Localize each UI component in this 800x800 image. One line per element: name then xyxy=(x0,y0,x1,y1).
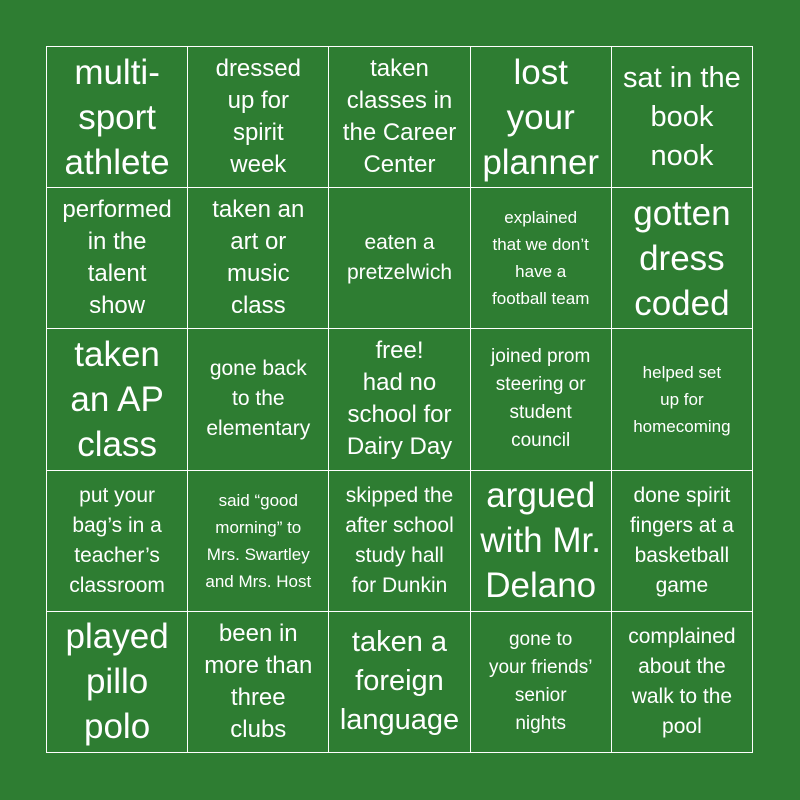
cell-text: taken an AP class xyxy=(70,334,164,464)
cell-text: gone to your friends’ senior nights xyxy=(488,628,593,734)
cell-text: done spirit fingers at a basketball game xyxy=(629,483,734,597)
bingo-cell-r5c1[interactable] xyxy=(47,612,188,753)
cell-text: eaten a pretzelwich xyxy=(346,231,453,285)
cell-text: taken an art or music class xyxy=(212,196,305,320)
bingo-cell-r4c5[interactable] xyxy=(612,471,753,612)
bingo-cell-r2c3[interactable] xyxy=(329,188,470,329)
bingo-cell-r1c4[interactable] xyxy=(471,47,612,188)
bingo-cell-r2c5[interactable] xyxy=(612,188,753,329)
bingo-cell-r5c2[interactable] xyxy=(188,612,329,753)
bingo-cell-r4c4[interactable] xyxy=(471,471,612,612)
cell-text: said “good morning” to Mrs. Swartley and Mrs. Host xyxy=(205,490,312,591)
bingo-cell-r3c2[interactable] xyxy=(188,329,329,470)
cell-text: gotten dress coded xyxy=(633,193,731,323)
bingo-cell-r3c3[interactable] xyxy=(329,329,470,470)
bingo-cell-r1c3[interactable] xyxy=(329,47,470,188)
cell-text: multi- sport athlete xyxy=(64,52,170,182)
bingo-cell-r1c2[interactable] xyxy=(188,47,329,188)
bingo-cell-r4c3[interactable] xyxy=(329,471,470,612)
cell-text: been in more than three clubs xyxy=(204,619,313,743)
cell-text: skipped the after school study hall for Dunkin xyxy=(345,483,454,597)
cell-text: explained that we don’t have a football team xyxy=(492,208,590,309)
bingo-cell-r2c1[interactable] xyxy=(47,188,188,329)
bingo-cell-r3c5[interactable] xyxy=(612,329,753,470)
cell-text: helped set up for homecoming xyxy=(633,362,731,436)
bingo-grid xyxy=(46,46,753,753)
cell-text: dressed up for spirit week xyxy=(215,55,301,179)
cell-text: played pillo polo xyxy=(65,617,169,747)
bingo-cell-r5c3[interactable] xyxy=(329,612,470,753)
cell-text: lost your planner xyxy=(482,52,600,182)
cell-text: performed in the talent show xyxy=(62,196,172,320)
cell-text: argued with Mr. Delano xyxy=(480,476,601,606)
cell-text: taken classes in the Career Center xyxy=(342,55,457,179)
cell-text: joined prom steering or student council xyxy=(491,346,591,452)
bingo-cell-r2c4[interactable] xyxy=(471,188,612,329)
cell-text: complained about the walk to the pool xyxy=(628,624,736,738)
bingo-cell-r4c1[interactable] xyxy=(47,471,188,612)
bingo-cell-r2c2[interactable] xyxy=(188,188,329,329)
bingo-cell-r5c5[interactable] xyxy=(612,612,753,753)
bingo-cell-r4c2[interactable] xyxy=(188,471,329,612)
cell-text: put your bag’s in a teacher’s classroom xyxy=(69,483,165,597)
bingo-cell-r3c4[interactable] xyxy=(471,329,612,470)
cell-text: sat in the book nook xyxy=(623,61,741,172)
cell-text: taken a foreign language xyxy=(339,626,460,737)
bingo-cell-r1c5[interactable] xyxy=(612,47,753,188)
bingo-cell-r1c1[interactable] xyxy=(47,47,188,188)
cell-text: gone back to the elementary xyxy=(206,357,311,441)
cell-text: free! had no school for Dairy Day xyxy=(346,337,453,461)
bingo-cell-r5c4[interactable] xyxy=(471,612,612,753)
bingo-cell-r3c1[interactable] xyxy=(47,329,188,470)
